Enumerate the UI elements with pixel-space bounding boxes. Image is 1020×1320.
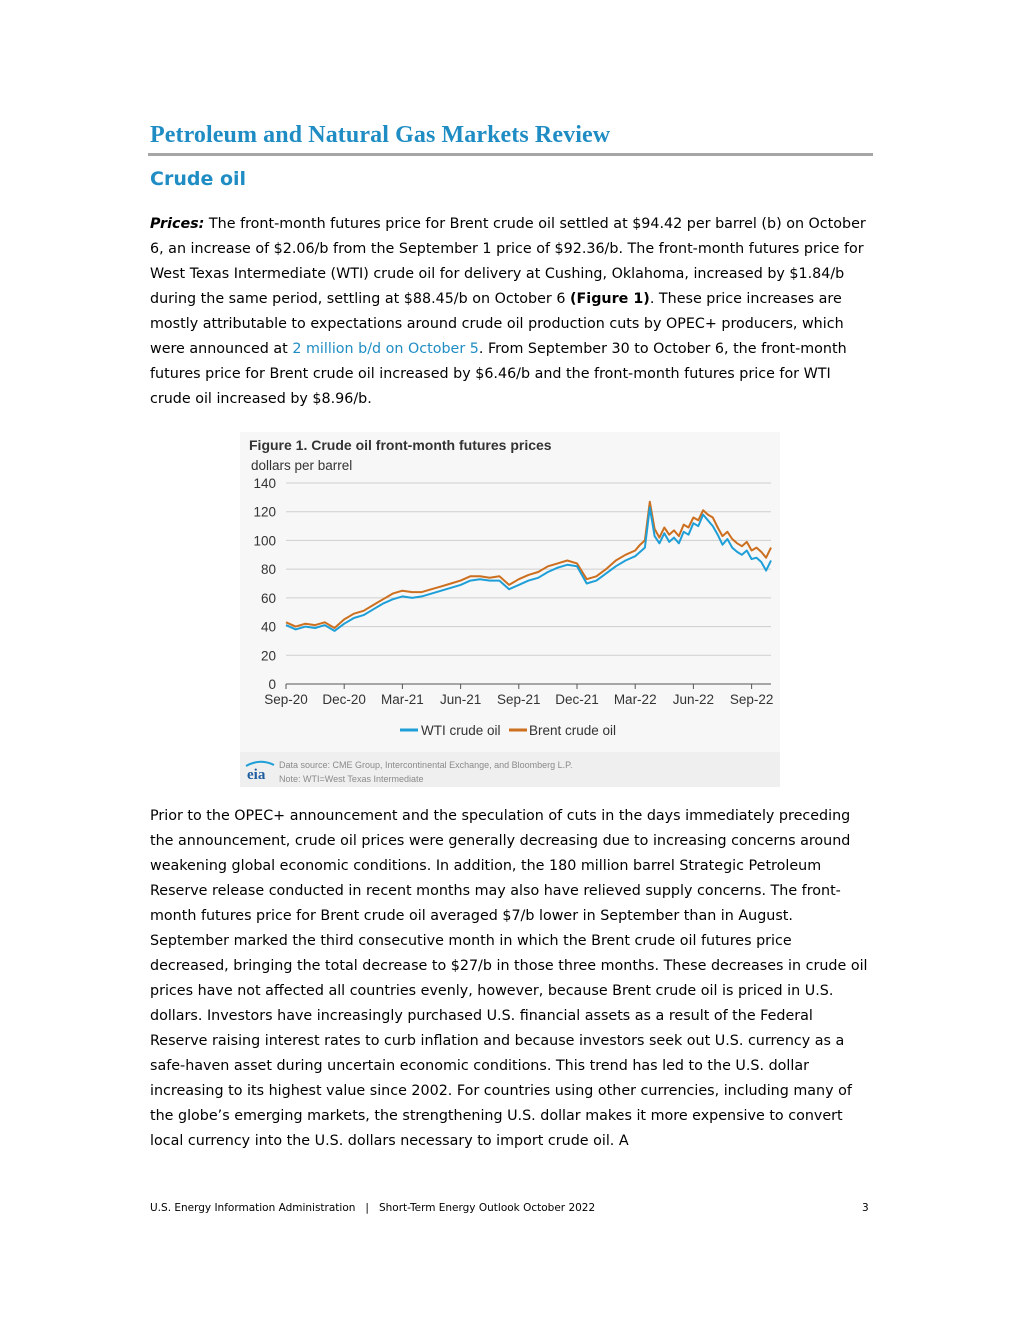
paragraph-lead: Prices: xyxy=(150,216,205,232)
legend-label-brent: Brent crude oil xyxy=(529,723,617,738)
x-tick-label: Mar-22 xyxy=(613,692,657,707)
y-tick-label: 80 xyxy=(260,562,276,578)
legend-label-wti: WTI crude oil xyxy=(421,723,501,738)
chart-data-source: Data source: CME Group, Intercontinental Exchange, and Bloomberg L.P. xyxy=(279,760,573,770)
y-tick-label: 20 xyxy=(260,648,276,664)
y-tick-label: 100 xyxy=(253,533,276,549)
y-tick-label: 60 xyxy=(260,590,276,606)
x-tick-label: Dec-21 xyxy=(555,692,599,707)
section-title: Petroleum and Natural Gas Markets Review xyxy=(150,122,611,148)
x-tick-label: Dec-20 xyxy=(322,692,366,707)
figure-1 xyxy=(240,432,780,787)
x-tick-label: Jun-21 xyxy=(439,692,482,707)
paragraph-text: The front-month futures price for Brent crude oil settled at $94.42 per barrel (b) on October 6, an increase of $2.06/b from the September 1 price of $92.36/b. The front-month futures price for West Texas Intermediate (WTI) crude oil for delivery at Cushing, Oklahoma, increased by $1.84/b during the same period, settling at $88.45/b on October 6 xyxy=(150,216,866,307)
x-tick-label: Mar-21 xyxy=(381,692,424,707)
x-tick-label: Sep-22 xyxy=(729,692,774,707)
chart-title: Figure 1. Crude oil front-month futures prices xyxy=(249,437,552,453)
crude-oil-price-chart xyxy=(240,432,780,787)
market-conditions-paragraph: Prior to the OPEC+ announcement and the speculation of cuts in the days immediately preceding the announcement, crude oil prices were generally decreasing due to increasing concerns around weakening global economic conditions. In addition, the 180 million barrel Strategic Petroleum Reserve release conducted in recent months may also have relieved supply concerns. The front-month futures price for Brent crude oil averaged $7/b lower in September than in August. September marked the third consecutive month in which the Brent crude oil futures price decreased, bringing the total decrease to $27/b in those three months. These decreases in crude oil prices have not affected all countries evenly, however, because Brent crude oil is priced in U.S. dollars. Investors have increasingly purchased U.S. financial assets as a result of the Federal Reserve raising interest rates to curb inflation and because investors seek out U.S. currency as a safe-haven asset during uncertain economic conditions. This trend has led to the U.S. dollar increasing to its highest value since 2002. For countries using other currencies, including many of the globe’s emerging markets, the strengthening U.S. dollar makes it more expensive to convert local currency into the U.S. dollars necessary to import crude oil. A xyxy=(150,808,868,1149)
chart-note: Note: WTI=West Texas Intermediate xyxy=(279,774,424,784)
paragraph-text: . These price increases are mostly attributable to expectations around crude oil production cuts by OPEC+ producers, which were announced at xyxy=(150,291,844,357)
paragraph-text: . From September 30 to October 6, the front-month futures price for Brent crude oil increased by $6.46/b and the front-month futures price for WTI crude oil increased by $8.96/b. xyxy=(150,341,847,407)
chart-background xyxy=(240,432,780,787)
y-tick-label: 140 xyxy=(253,476,276,491)
y-tick-label: 0 xyxy=(268,677,276,692)
subsection-title: Crude oil xyxy=(150,168,247,190)
figure-reference: (Figure 1) xyxy=(570,291,650,307)
x-tick-label: Jun-22 xyxy=(672,692,715,707)
page-footer: U.S. Energy Information Administration | Short-Term Energy Outlook October 2022 xyxy=(150,1202,596,1214)
y-tick-label: 40 xyxy=(260,619,276,635)
eia-logo-text: eia xyxy=(247,767,266,783)
opec-link[interactable]: 2 million b/d on October 5 xyxy=(292,341,479,357)
x-tick-label: Sep-21 xyxy=(497,692,541,707)
y-tick-label: 120 xyxy=(253,504,276,520)
page-number: 3 xyxy=(862,1202,869,1214)
prices-paragraph xyxy=(150,212,870,412)
title-divider xyxy=(148,153,873,156)
chart-y-axis-label: dollars per barrel xyxy=(251,458,353,473)
x-tick-label: Sep-20 xyxy=(264,692,308,707)
